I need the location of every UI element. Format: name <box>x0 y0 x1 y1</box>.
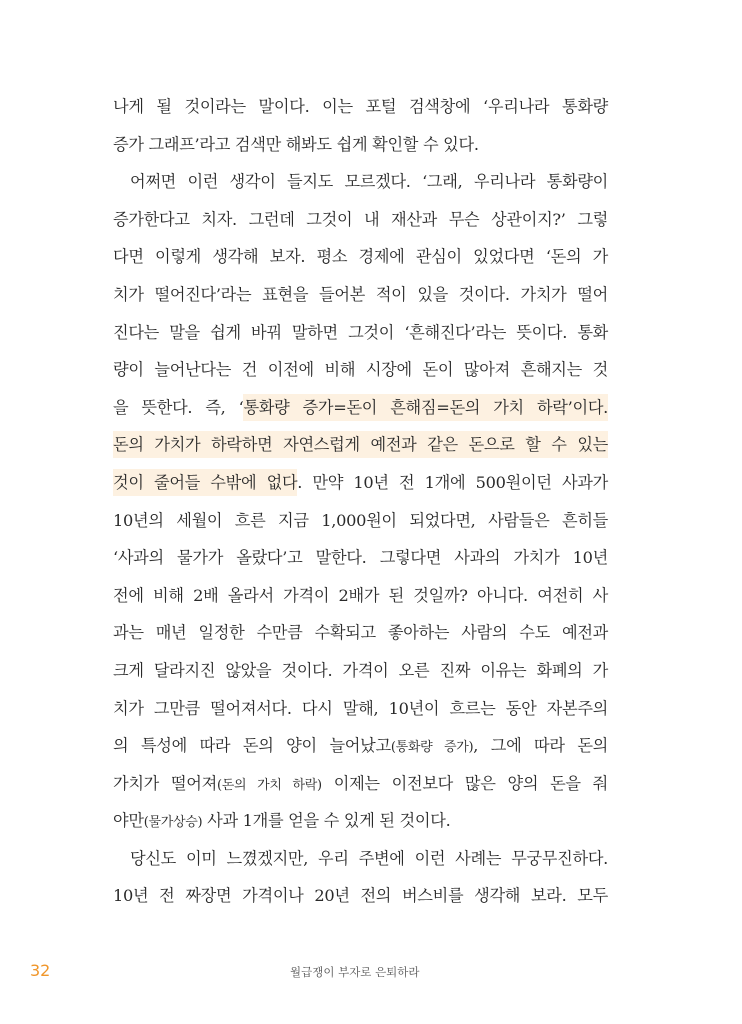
text-run: 10년의 세월이 흐른 지금 1,000원이 되었다면, 사람들은 흔히들 <box>113 510 608 530</box>
paragraph-start-line <box>113 163 608 201</box>
text-line <box>113 765 608 803</box>
text-line <box>113 539 608 577</box>
text-run: 의 특성에 따라 돈의 양이 늘어났고 <box>113 736 391 756</box>
text-run: 치가 떨어진다’라는 표현을 들어본 적이 있을 것이다. 가치가 떨어 <box>113 284 608 304</box>
highlighted-text: 돈의 가치가 하락하면 자연스럽게 예전과 같은 돈으로 할 수 있는 <box>113 431 608 458</box>
text-line <box>113 802 608 840</box>
text-run: 가치가 떨어져 <box>113 773 217 793</box>
parenthetical-note: (돈의 가치 하락) <box>216 777 322 793</box>
text-run: 을 뜻한다. 즉, ‘ <box>113 397 244 417</box>
text-run: 과는 매년 일정한 수만큼 수확되고 좋아하는 사람의 수도 예전과 <box>113 623 608 643</box>
text-run: 야만 <box>113 811 144 831</box>
text-line <box>113 426 608 464</box>
parenthetical-note: (통화량 증가) <box>390 740 474 756</box>
text-run: 다면 이렇게 생각해 보자. 평소 경제에 관심이 있었다면 ‘돈의 가 <box>113 247 608 267</box>
text-line <box>113 88 608 126</box>
text-run: ‘사과의 물가가 올랐다’고 말한다. 그렇다면 사과의 가치가 10년 <box>113 548 608 568</box>
parenthetical-note: (물가상승) <box>143 815 203 831</box>
text-line <box>113 614 608 652</box>
text-line <box>113 577 608 615</box>
text-line <box>113 201 608 239</box>
text-run: 증가한다고 치자. 그런데 그것이 내 재산과 무슨 상관이지?’ 그렇 <box>113 209 608 229</box>
highlighted-text: 통화량 증가=돈이 흔해짐=돈의 가치 하락’이다. <box>243 394 608 421</box>
text-run: 당신도 이미 느꼈겠지만, 우리 주변에 이런 사례는 무궁무진하다. <box>130 848 608 868</box>
text-line <box>113 351 608 389</box>
text-run: 전에 비해 2배 올라서 가격이 2배가 된 것일까? 아니다. 여전히 사 <box>113 585 608 605</box>
text-line <box>113 690 608 728</box>
paragraph-start-line <box>113 840 608 878</box>
running-footer-title: 월급쟁이 부자로 은퇴하라 <box>290 965 420 979</box>
text-run: 사과 1개를 얻을 수 있게 된 것이다. <box>202 811 451 831</box>
text-run: 나게 될 것이라는 말이다. 이는 포털 검색창에 ‘우리나라 통화량 <box>113 97 608 116</box>
text-run: 어쩌면 이런 생각이 들지도 모르겠다. ‘그래, 우리나라 통화량이 <box>130 172 608 192</box>
text-line <box>113 877 608 915</box>
text-run: 진다는 말을 쉽게 바꿔 말하면 그것이 ‘흔해진다’라는 뜻이다. 통화 <box>113 322 608 342</box>
text-run: 10년 전 짜장면 가격이나 20년 전의 버스비를 생각해 보라. 모두 <box>113 886 608 906</box>
text-line <box>113 502 608 540</box>
highlighted-text: 것이 줄어들 수밖에 없다 <box>113 469 297 496</box>
text-run: 증가 그래프’라고 검색만 해봐도 쉽게 확인할 수 있다. <box>113 134 479 154</box>
text-run: 크게 달라지진 않았을 것이다. 가격이 오른 진짜 이유는 화폐의 가 <box>113 660 608 680</box>
text-line <box>113 652 608 690</box>
text-line <box>113 238 608 276</box>
text-line <box>113 464 608 502</box>
text-line <box>113 314 608 352</box>
text-line <box>113 389 608 427</box>
text-run: 치가 그만큼 떨어져서다. 다시 말해, 10년이 흐르는 동안 자본주의 <box>113 698 608 718</box>
text-run: , 그에 따라 돈의 <box>473 736 609 756</box>
text-run: 량이 늘어난다는 건 이전에 비해 시장에 돈이 많아져 흔해지는 것 <box>113 360 608 380</box>
body-text <box>113 88 608 915</box>
text-line <box>113 126 608 164</box>
text-run: 이제는 이전보다 많은 양의 돈을 줘 <box>321 773 608 793</box>
text-run: . 만약 10년 전 1개에 500원이던 사과가 <box>297 472 608 492</box>
text-line <box>113 727 608 765</box>
text-line <box>113 276 608 314</box>
page-number: 32 <box>30 961 51 980</box>
